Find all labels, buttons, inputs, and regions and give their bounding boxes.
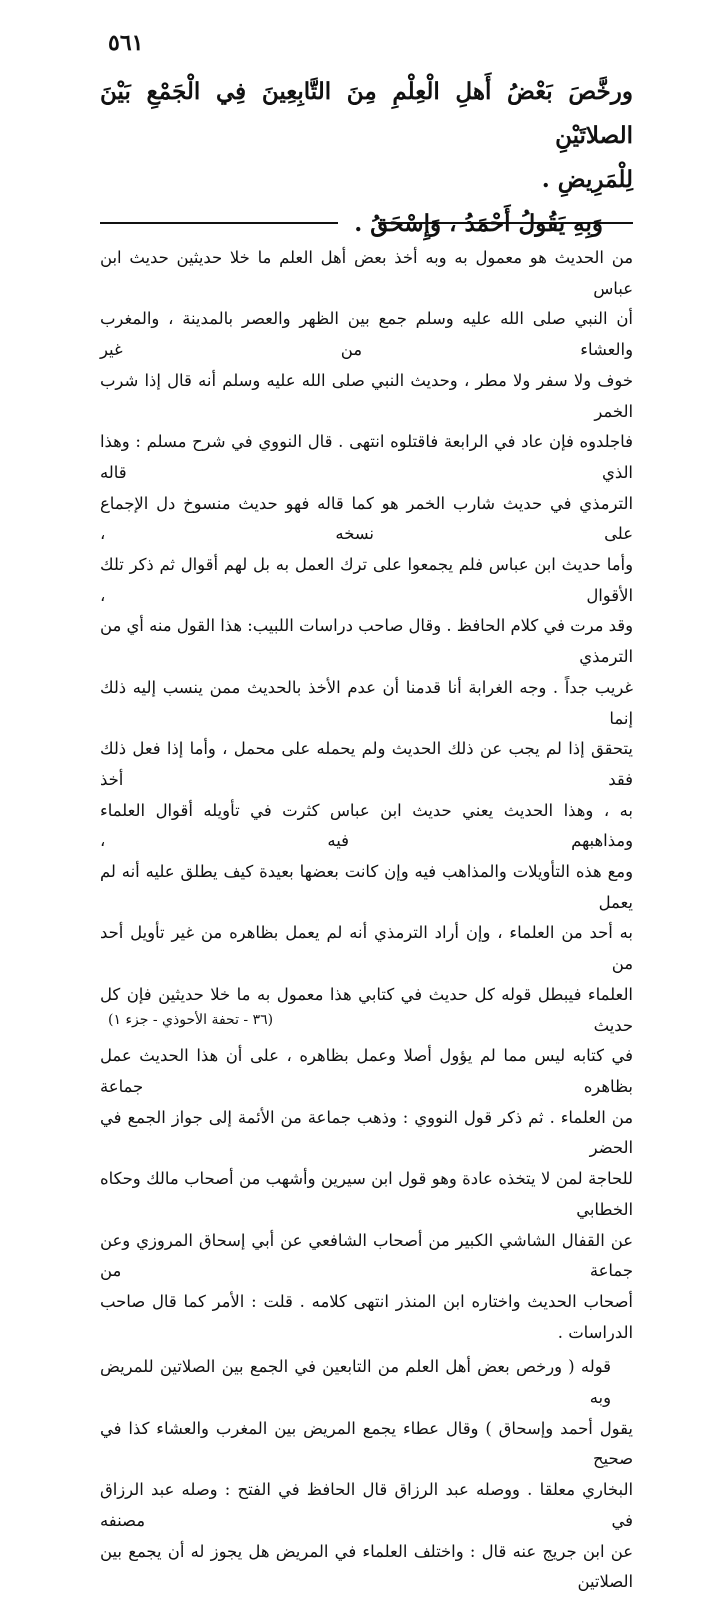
commentary-line: أصحاب الحديث واختاره ابن المنذر انتهى كلامه . قلت : الأمر كما قال صاحب (100, 1291, 633, 1311)
commentary-line: من العلماء . ثم ذكر قول النووي : وذهب جماعة من الأئمة إلى جواز الجمع في الحضر (100, 1107, 633, 1158)
commentary-line: وقد مرت في كلام الحافظ . وقال صاحب دراسات اللبيب: هذا القول منه أي من الترمذي (100, 616, 633, 667)
commentary-line: للحاجة لمن لا يتخذه عادة وهو قول ابن سيرين وأشهب من أصحاب مالك وحكاه الخطابي (100, 1169, 633, 1219)
commentary-line: الترمذي في حديث شارب الخمر هو كما قاله فهو حديث منسوخ دل الإجماع على نسخه ، (100, 493, 633, 544)
commentary-line: ومع هذه التأويلات والمذاهب فيه وإن كانت بعضها بعيدة كيف يطلق عليه أنه لم يعمل (100, 862, 633, 912)
commentary-line: به ، وهذا الحديث يعني حديث ابن عباس كثرت في تأويله أقوال العلماء ومذاهبهم فيه ، (100, 800, 633, 851)
page-number: ٥٦١ (108, 30, 144, 56)
commentary-line: وأما حديث ابن عباس فلم يجمعوا على ترك العمل به بل لهم أقوال ثم ذكر تلك الأقوال ، (100, 555, 633, 605)
commentary-line: خوف ولا سفر ولا مطر ، وحديث النبي صلى الله عليه وسلم أنه قال إذا شرب الخمر (100, 370, 633, 421)
matn-line: وَبِهِ يَقُولُ أَحْمَدُ ، وَإِسْحَقُ . (354, 210, 603, 237)
commentary-line: في كتابه ليس مما لم يؤول أصلا وعمل بظاهره ، على أن هذا الحديث عمل بظاهره جماعة (100, 1046, 633, 1096)
commentary-line: عن ابن جريج عنه قال : واختلف العلماء في المريض هل يجوز له أن يجمع بين الصلاتين (100, 1541, 633, 1592)
commentary-line: يتحقق إذا لم يجب عن ذلك الحديث ولم يحمله على محمل ، وأما إذا فعل ذلك فقد أخذ (100, 739, 633, 789)
divider-rule-right (378, 222, 633, 224)
commentary-line: قوله ( ورخص بعض أهل العلم من التابعين في الجمع بين الصلاتين للمريض وبه (100, 1357, 611, 1408)
commentary-line: العلماء فيبطل قوله كل حديث في كتابي هذا معمول به ما خلا حديثين فإن كل حديث (100, 984, 633, 1035)
commentary-line: فاجلدوه فإن عاد في الرابعة فاقتلوه انتهى . قال النووي في شرح مسلم : وهذا الذي قاله (100, 432, 633, 482)
matn-text (100, 70, 633, 246)
matn-line: ورخَّصَ بَعْضُ أَهلِ الْعِلْمِ مِنَ التَّابِعِينَ فِي الْجَمْعِ بَيْنَ الصلاتَيْنِ (100, 78, 633, 149)
commentary-line: من الحديث هو معمول به وبه أخذ بعض أهل العلم ما خلا حديثين حديث ابن عباس (100, 248, 633, 298)
commentary-text (100, 243, 633, 1598)
commentary-line: البخاري معلقا . ووصله عبد الرزاق قال الحافظ في الفتح : وصله عبد الرزاق في مصنفه (100, 1480, 633, 1530)
matn-line: لِلْمَرِيضِ . (541, 166, 633, 193)
commentary-line: به أحد من العلماء ، وإن أراد الترمذي أنه لم يعمل بظاهره من غير تأويل أحد من (100, 923, 633, 974)
commentary-line: عن القفال الشاشي الكبير من أصحاب الشافعي عن أبي إسحاق المروزي وعن جماعة من (100, 1230, 633, 1281)
commentary-line: غريب جداً . وجه الغرابة أنا قدمنا أن عدم الأخذ بالحديث ممن ينسب إليه ذلك إنما (100, 677, 633, 728)
commentary-line: أن النبي صلى الله عليه وسلم جمع بين الظهر والعصر بالمدينة ، والمغرب والعشاء من غير (100, 309, 633, 360)
commentary-line: الدراسات . (557, 1322, 633, 1342)
page-footer: (٣٦ - تحفة الأحوذي - جزء ١) (108, 1012, 274, 1028)
commentary-line: يقول أحمد وإسحاق ) وقال عطاء يجمع المريض بين المغرب والعشاء كذا في صحيح (100, 1418, 633, 1469)
divider-rule-left (100, 222, 338, 224)
